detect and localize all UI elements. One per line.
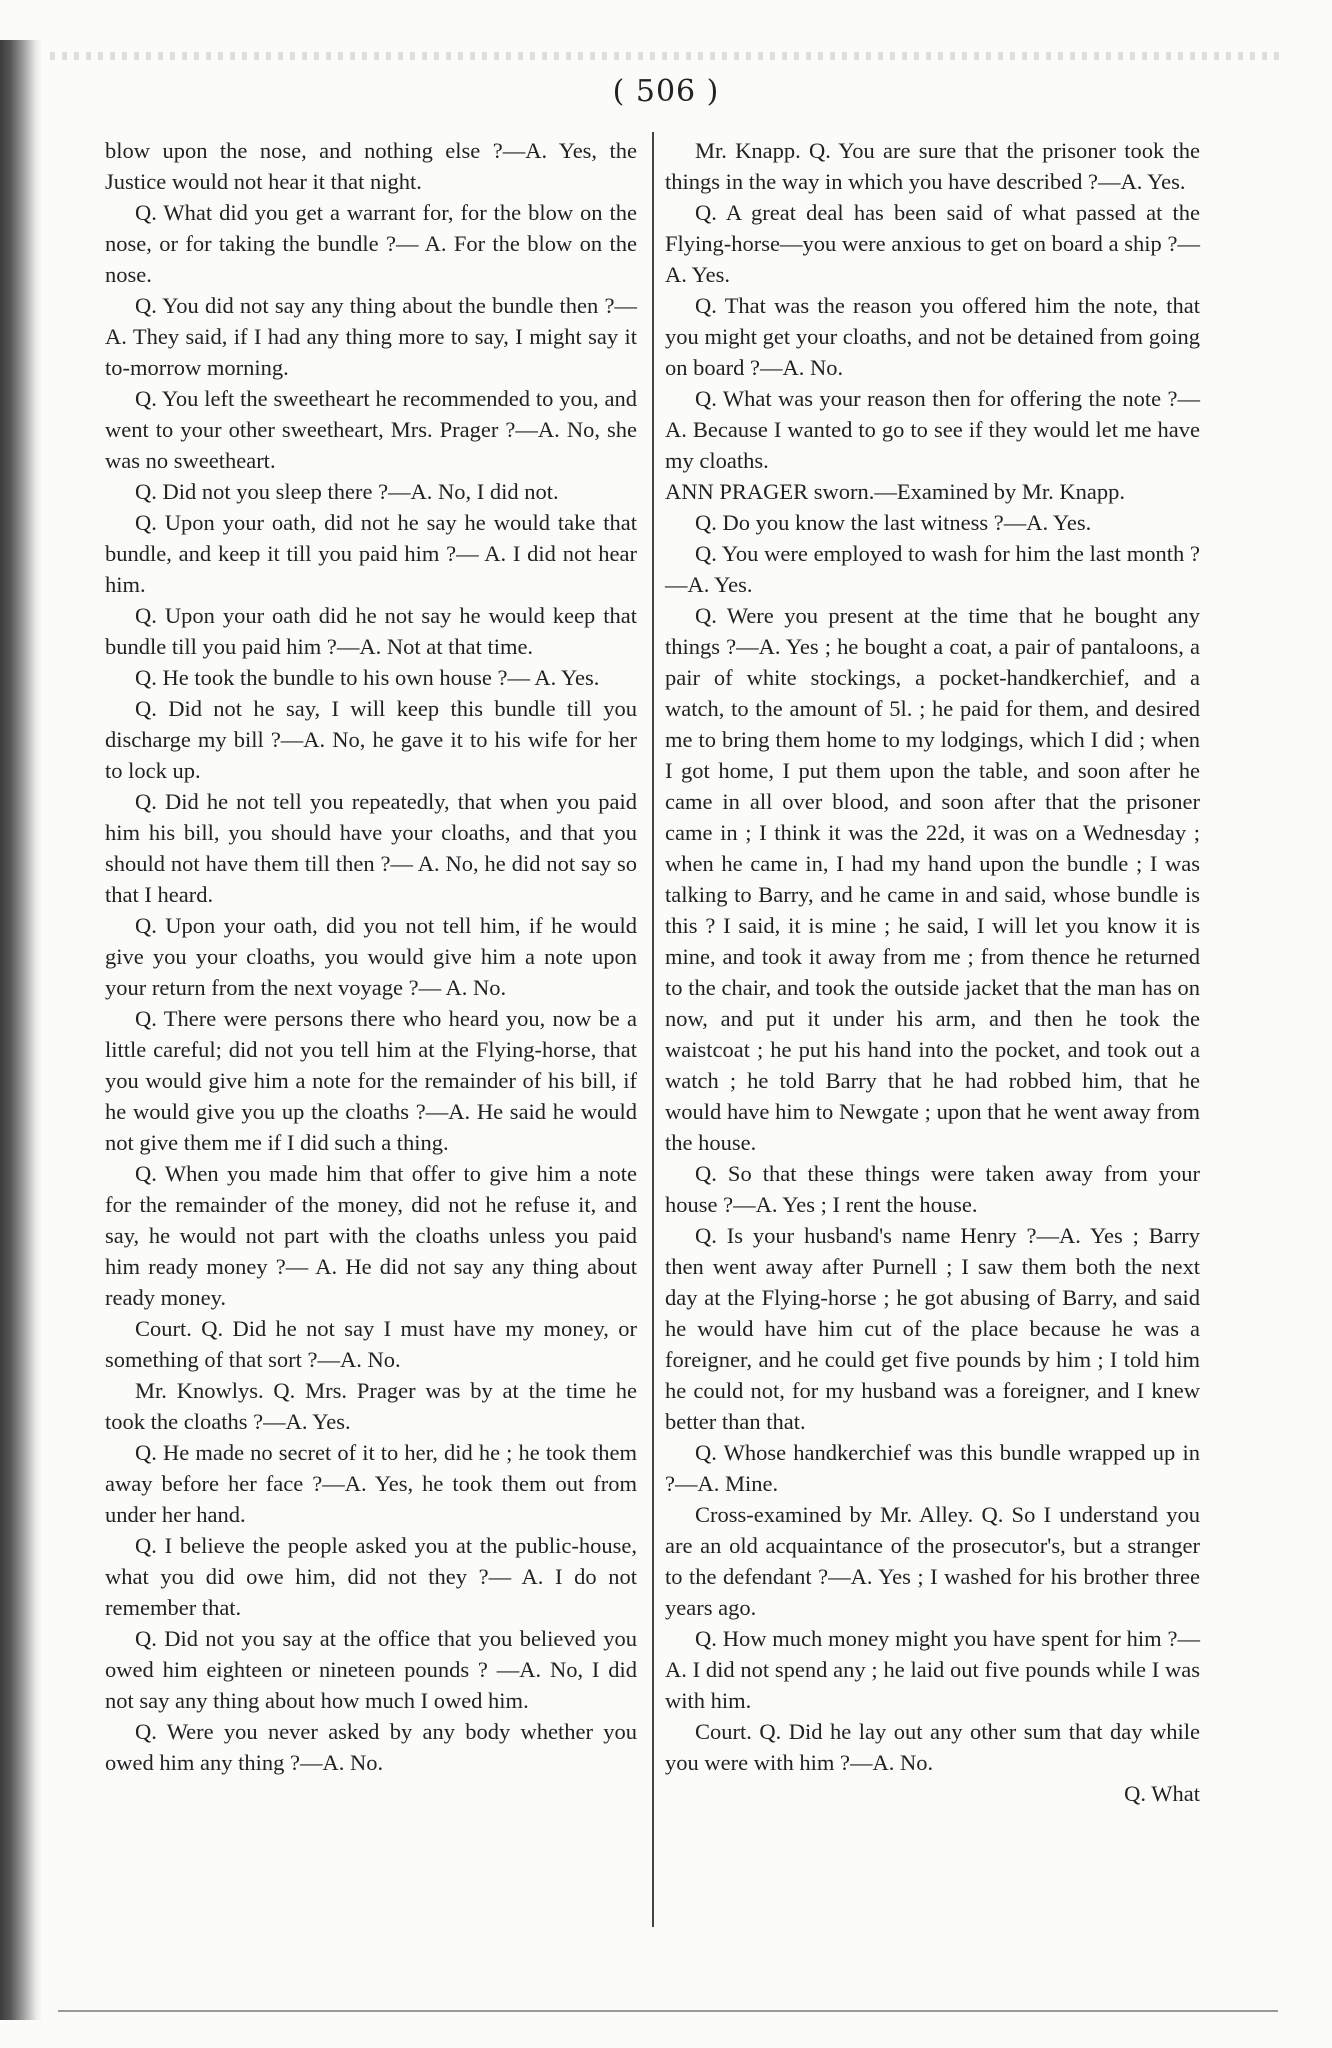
left-paragraph: Q. Did not you say at the office that you believed you owed him eighteen or nineteen pounds ? —A. No, I did not say any thing about how much I owed him. — [105, 1626, 637, 1713]
left-paragraph: Q. What did you get a warrant for, for the blow on the nose, or for taking the bundle ?— A. For the blow on the nose. — [105, 200, 637, 287]
right-paragraph: Q. Is your husband's name Henry ?—A. Yes ; Barry then went away after Purnell ; I saw them both the next day at the Flying-horse ; he got abusing of Barry, and said he would have him cut of the place because he was a foreigner, and he could get five pounds by him ; I told him he could not, for my husband was a foreigner, and I knew better than that. — [665, 1223, 1200, 1434]
catchword: Q. What — [1124, 1781, 1200, 1806]
left-paragraph: Q. Upon your oath did he not say he would keep that bundle till you paid him ?—A. Not at that time. — [105, 603, 637, 659]
column-divider — [652, 132, 654, 1927]
binding-shadow — [0, 40, 42, 2020]
right-paragraph: Mr. Knapp. Q. You are sure that the prisoner took the things in the way in which you have described ?—A. Yes. — [665, 138, 1200, 194]
left-paragraph: Mr. Knowlys. Q. Mrs. Prager was by at the time he took the cloaths ?—A. Yes. — [105, 1378, 637, 1434]
left-paragraph: Court. Q. Did he not say I must have my money, or something of that sort ?—A. No. — [105, 1316, 637, 1372]
left-paragraph: blow upon the nose, and nothing else ?—A. Yes, the Justice would not hear it that night. — [105, 138, 637, 194]
right-column — [665, 135, 1200, 1809]
left-paragraph: Q. Did not you sleep there ?—A. No, I did not. — [135, 479, 559, 504]
left-paragraph: Q. There were persons there who heard you, now be a little careful; did not you tell him at the Flying-horse, that you would give him a note for the remainder of his bill, if he would give you up the cloaths ?—A. He said he would not give them me if I did such a thing. — [105, 1006, 637, 1155]
left-paragraph: Q. You did not say any thing about the bundle then ?—A. They said, if I had any thing more to say, I might say it to-morrow morning. — [105, 293, 637, 380]
left-paragraph: Q. Upon your oath, did not he say he would take that bundle, and keep it till you paid him ?— A. I did not hear him. — [105, 510, 637, 597]
right-paragraph: Q. Do you know the last witness ?—A. Yes. — [695, 510, 1092, 535]
right-paragraph: Q. What was your reason then for offering the note ?—A. Because I wanted to go to see if they would let me have my cloaths. — [665, 386, 1200, 473]
right-paragraph: Court. Q. Did he lay out any other sum that day while you were with him ?—A. No. — [665, 1719, 1200, 1775]
left-paragraph: Q. Did he not tell you repeatedly, that when you paid him his bill, you should have your cloaths, and that you should not have them till then ?— A. No, he did not say so that I heard. — [105, 789, 637, 907]
right-paragraph: Q. Were you present at the time that he bought any things ?—A. Yes ; he bought a coat, a pair of pantaloons, a pair of white stockings, a pocket-handkerchief, and a watch, to the amount of 5l. ; he paid for them, and desired me to bring them home to my lodgings, which I did ; when I got home, I put them upon the table, and soon after he came in all over blood, and soon after that the prisoner came in ; I think it was the 22d, it was on a Wednesday ; when he came in, I had my hand upon the bundle ; I was talking to Barry, and he came in and said, whose bundle is this ? I said, it is mine ; he said, I will let you know it is mine, and took it away from me ; from thence he returned to the chair, and took the outside jacket that the man has on now, and put it under his arm, and then he took the waistcoat ; he put his hand into the pocket, and took out a watch ; he told Barry that he had robbed him, that he would have him to Newgate ; upon that he went away from the house. — [665, 603, 1200, 1155]
right-paragraph: Q. You were employed to wash for him the last month ?—A. Yes. — [665, 541, 1200, 597]
left-paragraph: Q. When you made him that offer to give him a note for the remainder of the money, did not he refuse it, and say, he would not part with the cloaths unless you paid him ready money ?— A. He did not say any thing about ready money. — [105, 1161, 637, 1310]
page-number-header: ( 506 ) — [612, 74, 720, 109]
top-edge-noise — [50, 52, 1280, 60]
left-paragraph: Q. Upon your oath, did you not tell him, if he would give you your cloaths, you would give him a note upon your return from the next voyage ?— A. No. — [105, 913, 637, 1000]
right-paragraph: Cross-examined by Mr. Alley. Q. So I understand you are an old acquaintance of the prosecutor's, but a stranger to the defendant ?—A. Yes ; I washed for his brother three years ago. — [665, 1502, 1200, 1620]
right-paragraph: Q. So that these things were taken away from your house ?—A. Yes ; I rent the house. — [665, 1161, 1200, 1217]
witness-heading: ANN PRAGER sworn.—Examined by Mr. Knapp. — [665, 479, 1125, 504]
left-paragraph: Q. Did not he say, I will keep this bundle till you discharge my bill ?—A. No, he gave it to his wife for her to lock up. — [105, 696, 637, 783]
left-paragraph: Q. Were you never asked by any body whether you owed him any thing ?—A. No. — [105, 1719, 637, 1775]
left-paragraph: Q. He made no secret of it to her, did he ; he took them away before her face ?—A. Yes, he took them out from under her hand. — [105, 1440, 637, 1527]
left-paragraph: Q. I believe the people asked you at the public-house, what you did owe him, did not they ?— A. I do not remember that. — [105, 1533, 637, 1620]
right-paragraph: Q. A great deal has been said of what passed at the Flying-horse—you were anxious to get on board a ship ?—A. Yes. — [665, 200, 1200, 287]
right-paragraph: Q. That was the reason you offered him the note, that you might get your cloaths, and not be detained from going on board ?—A. No. — [665, 293, 1200, 380]
left-paragraph: Q. You left the sweetheart he recommended to you, and went to your other sweetheart, Mrs. Prager ?—A. No, she was no sweetheart. — [105, 386, 637, 473]
left-paragraph: Q. He took the bundle to his own house ?— A. Yes. — [135, 665, 600, 690]
right-paragraph: Q. Whose handkerchief was this bundle wrapped up in ?—A. Mine. — [665, 1440, 1200, 1496]
right-paragraph: Q. How much money might you have spent for him ?—A. I did not spend any ; he laid out five pounds while I was with him. — [665, 1626, 1200, 1713]
left-column — [105, 135, 637, 1778]
bottom-rule — [58, 2010, 1278, 2012]
